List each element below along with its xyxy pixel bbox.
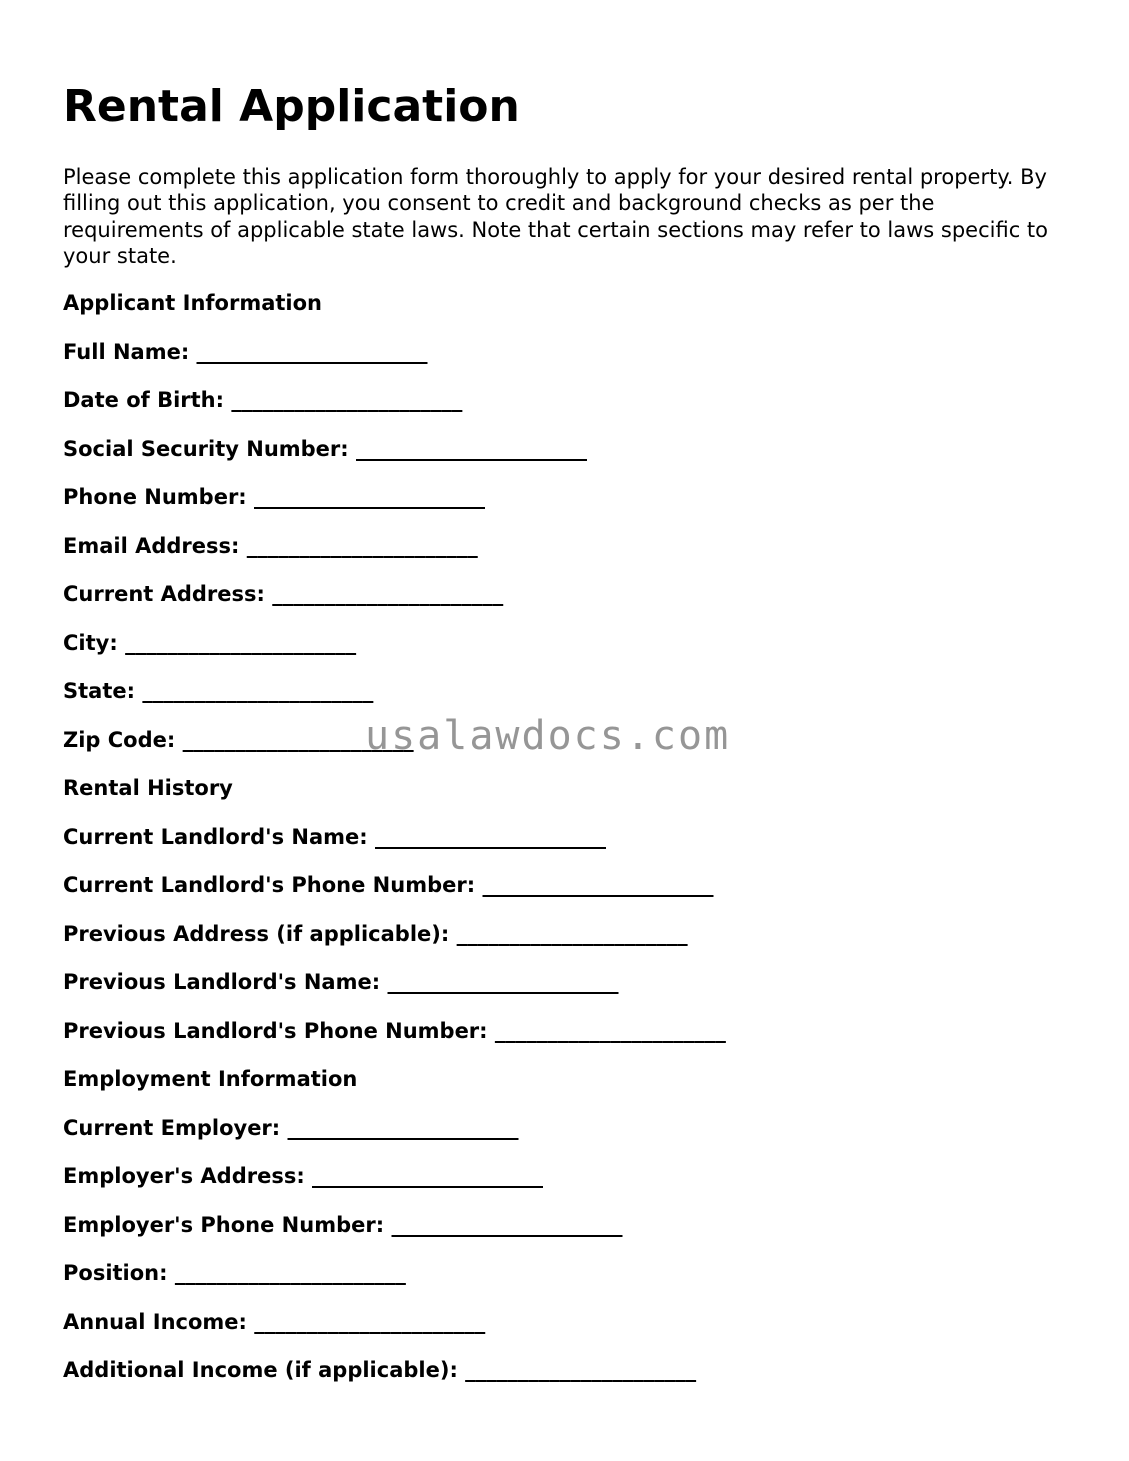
field-label: City: bbox=[63, 631, 118, 655]
watermark-text: usalawdocs.com bbox=[365, 713, 731, 759]
field-label: Previous Landlord's Phone Number: bbox=[63, 1019, 488, 1043]
field-current-address bbox=[63, 581, 503, 607]
field-label: Previous Landlord's Name: bbox=[63, 970, 381, 994]
page-title: Rental Application bbox=[63, 81, 520, 132]
field-label: Employer's Phone Number: bbox=[63, 1213, 385, 1237]
fill-in-blank[interactable]: ______________________ bbox=[387, 970, 619, 994]
field-previous-address bbox=[63, 921, 688, 947]
field-label: Social Security Number: bbox=[63, 437, 349, 461]
fill-in-blank[interactable]: ______________________ bbox=[287, 1116, 519, 1140]
field-current-landlord-name bbox=[63, 824, 606, 850]
field-email-address bbox=[63, 533, 478, 559]
field-label: Current Address: bbox=[63, 582, 265, 606]
field-previous-landlord-name bbox=[63, 969, 618, 995]
field-label: Position: bbox=[63, 1261, 168, 1285]
field-ssn bbox=[63, 436, 587, 462]
fill-in-blank[interactable]: ______________________ bbox=[125, 631, 357, 655]
fill-in-blank[interactable]: ______________________ bbox=[142, 679, 374, 703]
fill-in-blank[interactable]: ______________________ bbox=[356, 437, 587, 461]
fill-in-blank[interactable]: ______________________ bbox=[174, 1261, 406, 1285]
field-label: Annual Income: bbox=[63, 1310, 247, 1334]
field-label: Date of Birth: bbox=[63, 388, 225, 412]
field-position bbox=[63, 1260, 406, 1286]
field-employer-address bbox=[63, 1163, 543, 1189]
field-phone-number bbox=[63, 484, 485, 510]
section-heading-applicant: Applicant Information bbox=[63, 291, 322, 315]
fill-in-blank[interactable]: ______________________ bbox=[482, 873, 714, 897]
section-heading-rental-history: Rental History bbox=[63, 776, 233, 800]
fill-in-blank[interactable]: ______________________ bbox=[272, 582, 504, 606]
intro-paragraph: Please complete this application form thoroughly to apply for your desired rental property. By filling out this application, you consent to credit and background checks as per the requirements of applicable state laws. Note that certain sections may refer to laws specific to your state. bbox=[63, 165, 1049, 268]
field-zip-code bbox=[63, 727, 414, 753]
fill-in-blank[interactable]: ______________________ bbox=[182, 728, 414, 752]
field-label: Current Landlord's Phone Number: bbox=[63, 873, 476, 897]
fill-in-blank[interactable]: ______________________ bbox=[391, 1213, 623, 1237]
fill-in-blank[interactable]: ______________________ bbox=[494, 1019, 726, 1043]
fill-in-blank[interactable]: ______________________ bbox=[196, 340, 428, 364]
field-label: State: bbox=[63, 679, 136, 703]
field-full-name bbox=[63, 339, 428, 365]
fill-in-blank[interactable]: ______________________ bbox=[465, 1358, 697, 1382]
field-label: Phone Number: bbox=[63, 485, 247, 509]
fill-in-blank[interactable]: ______________________ bbox=[254, 485, 486, 509]
fill-in-blank[interactable]: ______________________ bbox=[254, 1310, 486, 1334]
fill-in-blank[interactable]: ______________________ bbox=[312, 1164, 544, 1188]
field-current-landlord-phone bbox=[63, 872, 713, 898]
field-previous-landlord-phone bbox=[63, 1018, 726, 1044]
field-label: Current Employer: bbox=[63, 1116, 281, 1140]
field-label: Zip Code: bbox=[63, 728, 176, 752]
field-label: Previous Address (if applicable): bbox=[63, 922, 450, 946]
field-label: Email Address: bbox=[63, 534, 240, 558]
field-label: Current Landlord's Name: bbox=[63, 825, 368, 849]
field-current-employer bbox=[63, 1115, 519, 1141]
field-employer-phone bbox=[63, 1212, 622, 1238]
field-city bbox=[63, 630, 356, 656]
field-label: Employer's Address: bbox=[63, 1164, 305, 1188]
field-label: Additional Income (if applicable): bbox=[63, 1358, 458, 1382]
fill-in-blank[interactable]: ______________________ bbox=[375, 825, 606, 849]
fill-in-blank[interactable]: ______________________ bbox=[246, 534, 478, 558]
field-date-of-birth bbox=[63, 387, 462, 413]
field-additional-income bbox=[63, 1357, 696, 1383]
fill-in-blank[interactable]: ______________________ bbox=[231, 388, 463, 412]
field-state bbox=[63, 678, 373, 704]
section-heading-employment: Employment Information bbox=[63, 1067, 358, 1091]
field-label: Full Name: bbox=[63, 340, 190, 364]
fill-in-blank[interactable]: ______________________ bbox=[456, 922, 688, 946]
field-annual-income bbox=[63, 1309, 485, 1335]
